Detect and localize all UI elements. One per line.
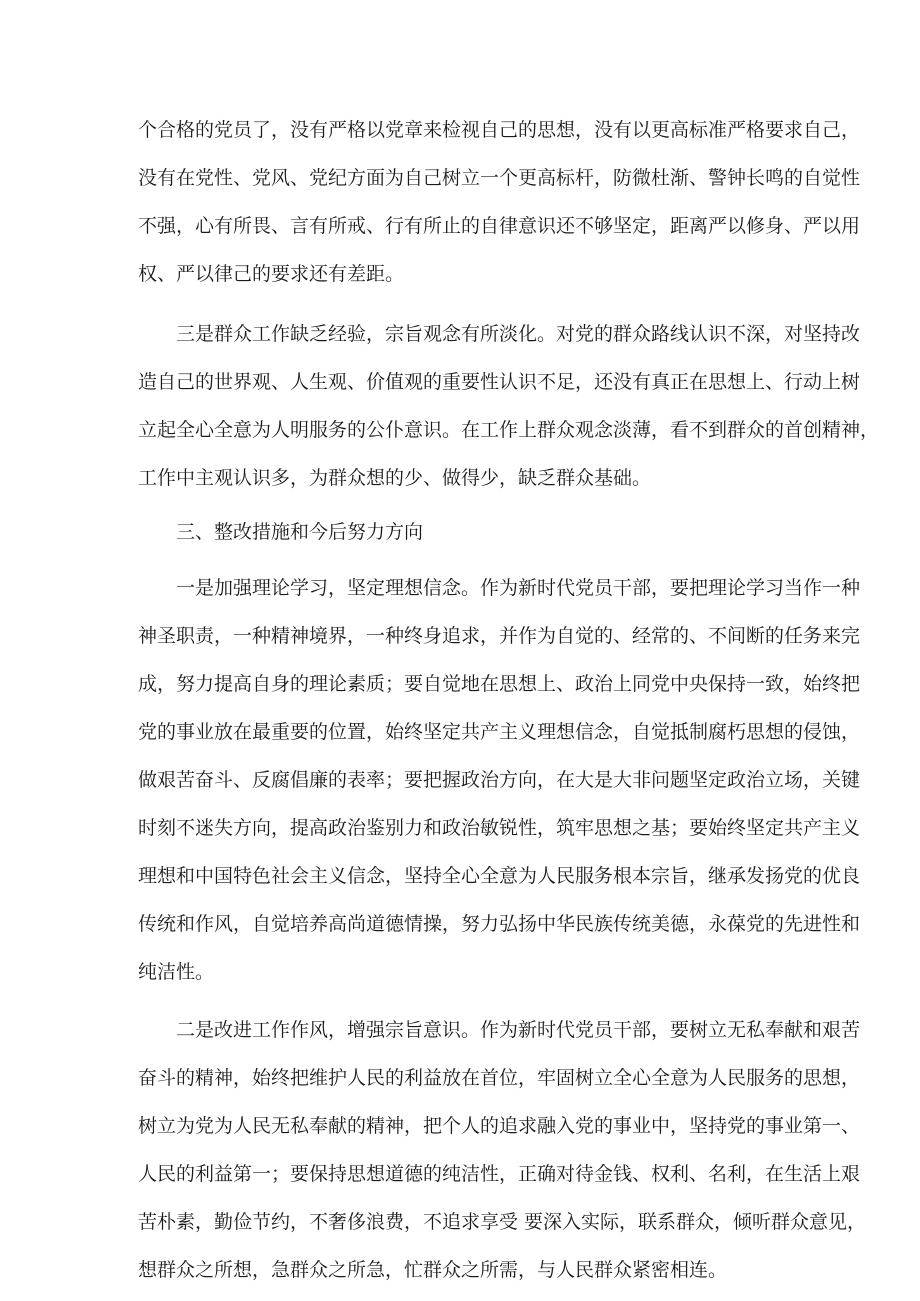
paragraph-line: 个合格的党员了，没有严格以党章来检视自己的思想，没有以更高标准严格要求自己， <box>138 119 861 141</box>
paragraph-line: 造自己的世界观、人生观、价值观的重要性认识不足，还没有真正在思想上、行动上树 <box>138 371 861 393</box>
paragraph-line: 纯洁性。 <box>138 961 215 983</box>
paragraph-line: 党的事业放在最重要的位置，始终坚定共产主义理想信念，自觉抵制腐朽思想的侵蚀， <box>138 721 861 743</box>
paragraph-line: 二是改进工作作风，增强宗旨意识。作为新时代党员干部，要树立无私奉献和艰苦 <box>176 1019 861 1041</box>
paragraph-line: 传统和作风，自觉培养高尚道德情操，努力弘扬中华民族传统美德，永葆党的先进性和 <box>138 913 861 935</box>
paragraph-line: 苦朴素，勤俭节约，不奢侈浪费，不追求享受 要深入实际，联系群众，倾听群众意见， <box>138 1211 867 1233</box>
paragraph-line: 不强，心有所畏、言有所戒、行有所止的自律意识还不够坚定，距离严以修身、严以用 <box>138 215 861 237</box>
paragraph-line: 理想和中国特色社会主义信念，坚持全心全意为人民服务根本宗旨，继承发扬党的优良 <box>138 865 861 887</box>
paragraph-line: 一是加强理论学习，坚定理想信念。作为新时代党员干部，要把理论学习当作一种 <box>176 577 861 599</box>
section-heading: 三、整改措施和今后努力方向 <box>176 521 424 543</box>
paragraph-line: 工作中主观认识多，为群众想的少、做得少，缺乏群众基础。 <box>138 467 652 489</box>
paragraph-line: 想群众之所想，急群众之所急，忙群众之所需，与人民群众紧密相连。 <box>138 1259 728 1281</box>
paragraph-line: 三是群众工作缺乏经验，宗旨观念有所淡化。对党的群众路线认识不深，对坚持改 <box>176 323 861 345</box>
paragraph-line: 神圣职责，一种精神境界，一种终身追求，并作为自觉的、经常的、不间断的任务来完 <box>138 625 861 647</box>
paragraph-line: 树立为党为人民无私奉献的精神，把个人的追求融入党的事业中，坚持党的事业第一、 <box>138 1115 861 1137</box>
paragraph-line: 没有在党性、党风、党纪方面为自己树立一个更高标杆，防微杜渐、警钟长鸣的自觉性 <box>138 167 861 189</box>
paragraph-line: 时刻不迷失方向，提高政治鉴别力和政治敏锐性，筑牢思想之基；要始终坚定共产主义 <box>138 817 861 839</box>
paragraph-line: 做艰苦奋斗、反腐倡廉的表率；要把握政治方向，在大是大非问题坚定政治立场，关键 <box>138 769 861 791</box>
paragraph-line: 权、严以律己的要求还有差距。 <box>138 263 405 285</box>
paragraph-line: 奋斗的精神，始终把维护人民的利益放在首位，牢固树立全心全意为人民服务的思想， <box>138 1067 861 1089</box>
paragraph-line: 人民的利益第一；要保持思想道德的纯洁性，正确对待金钱、权利、名利，在生活上艰 <box>138 1163 861 1185</box>
paragraph-line: 立起全心全意为人明服务的公仆意识。在工作上群众观念淡薄，看不到群众的首创精神， <box>138 419 880 441</box>
paragraph-line: 成，努力提高自身的理论素质；要自觉地在思想上、政治上同党中央保持一致，始终把 <box>138 673 861 695</box>
